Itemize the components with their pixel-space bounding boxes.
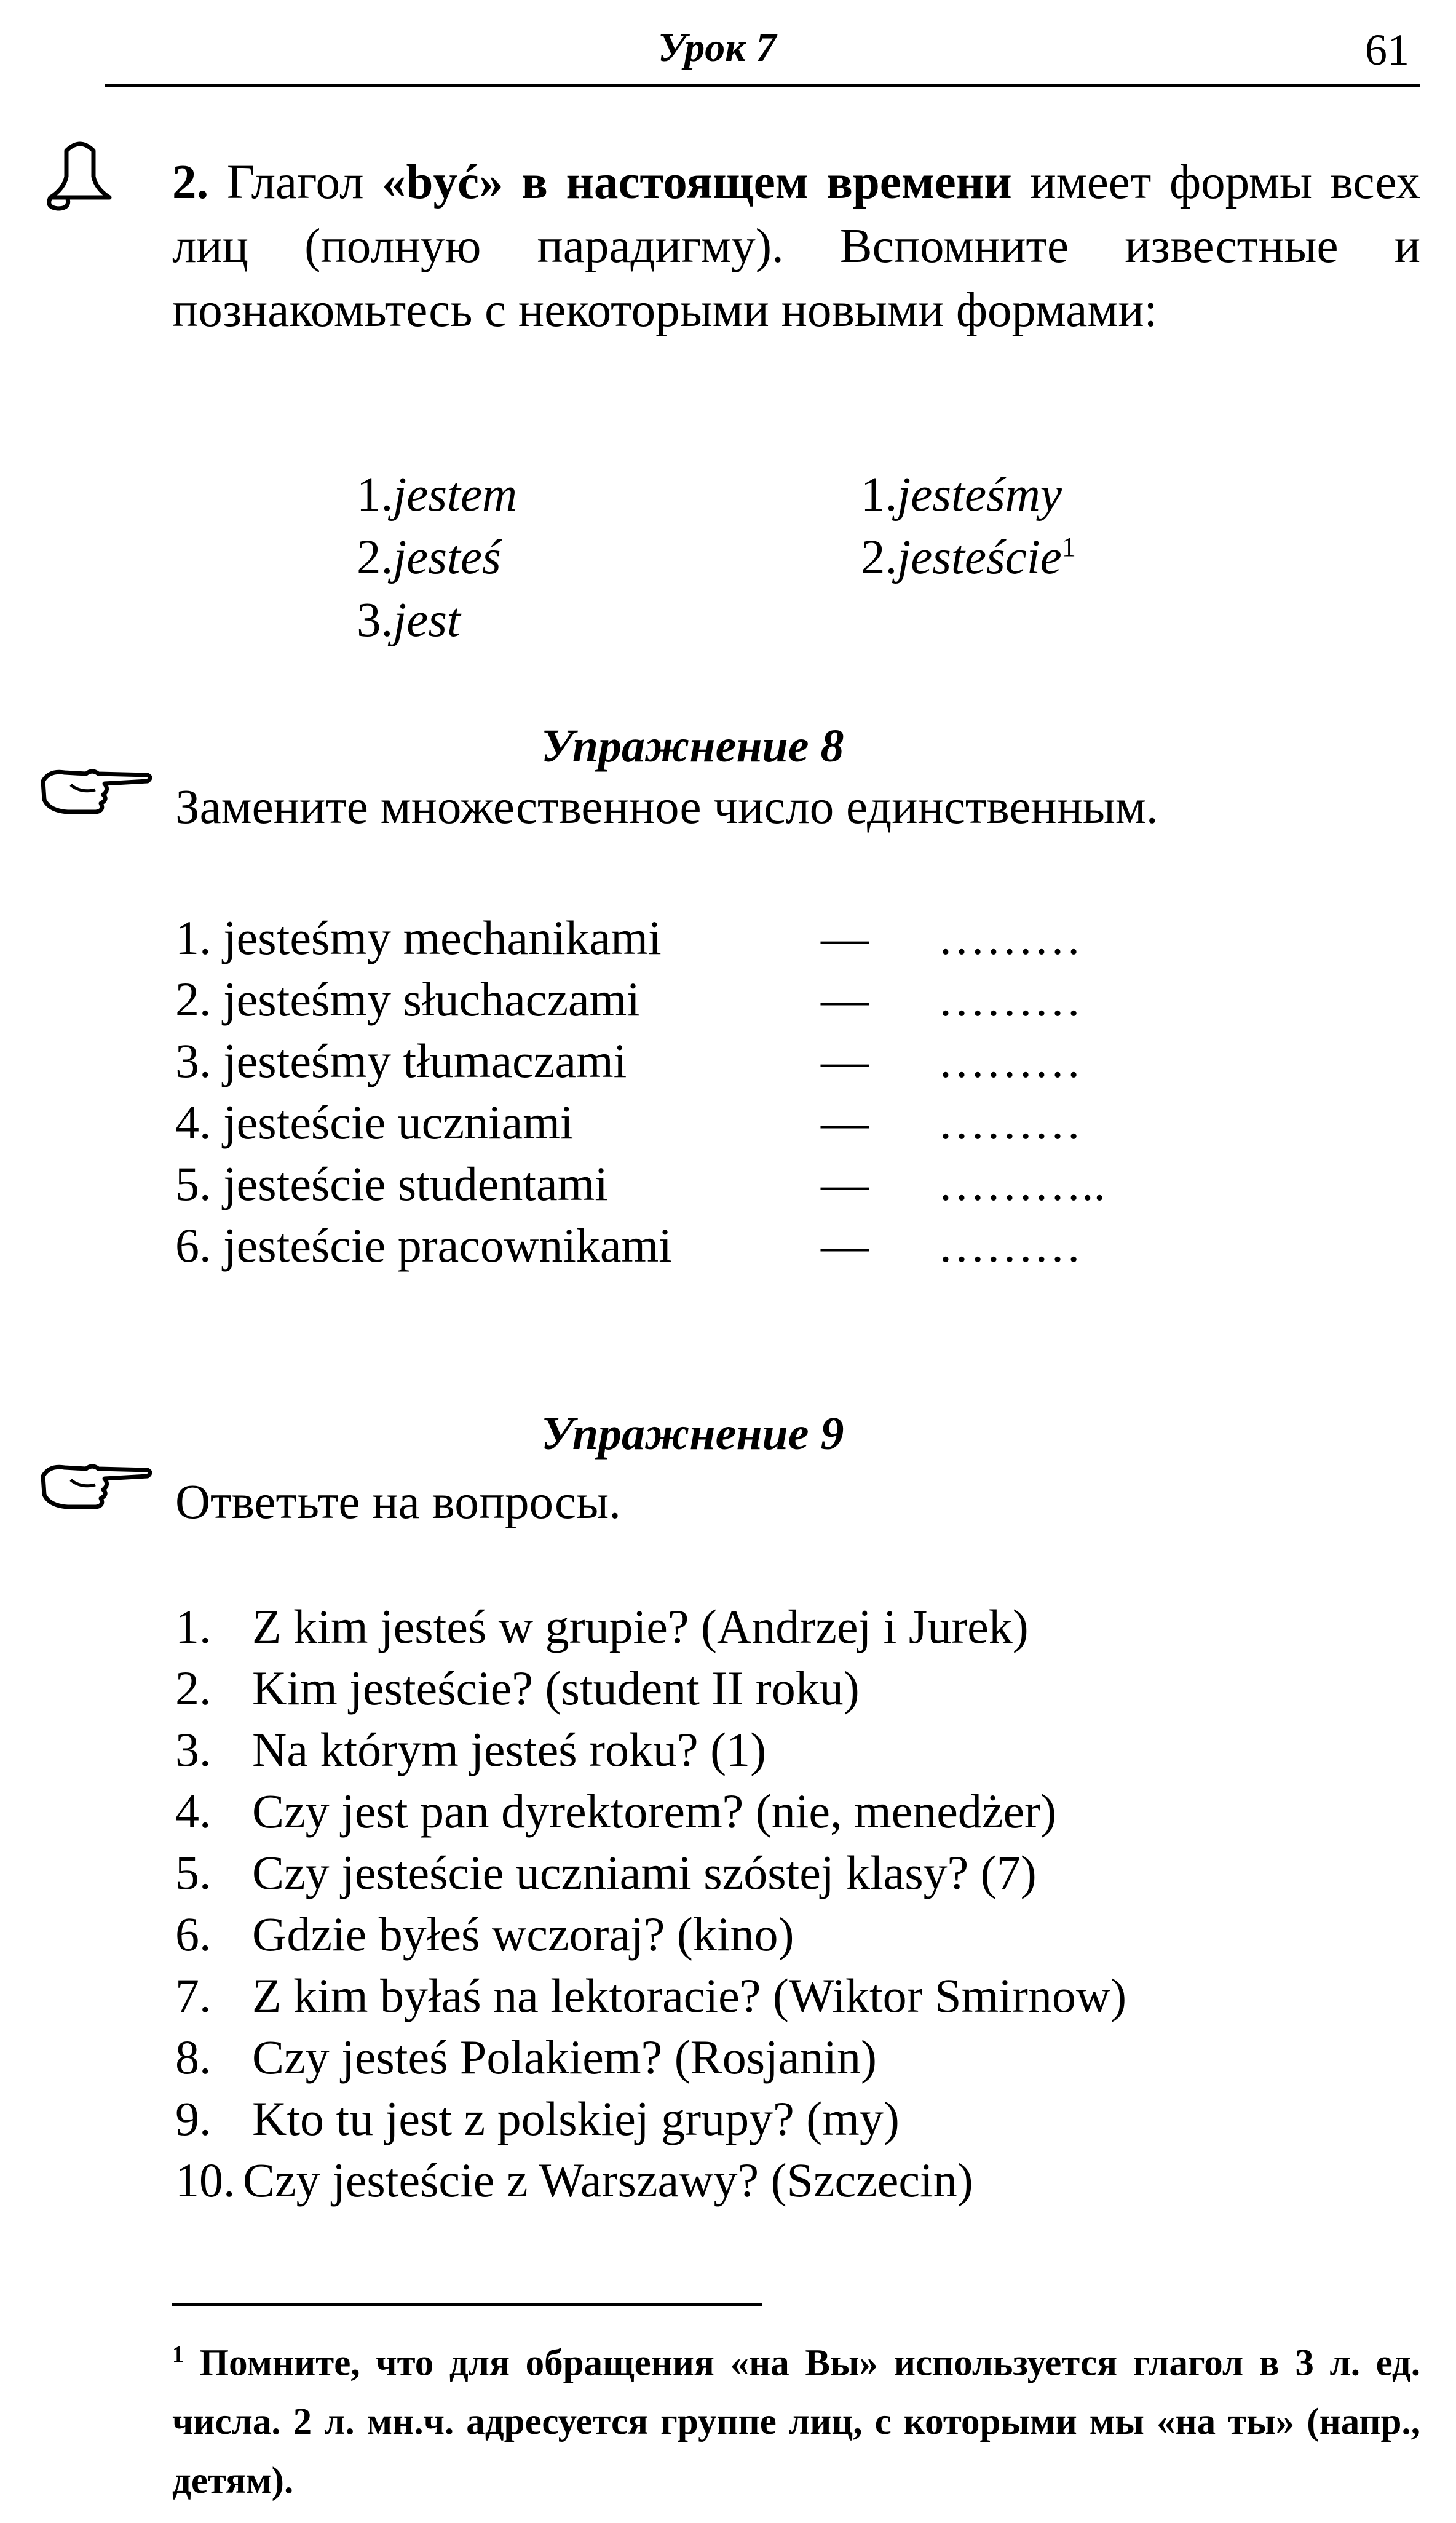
section-2-paragraph	[172, 151, 1420, 343]
exercise-8-list: 1. jesteśmy mechanikami — ……… 2. jesteśmy słuchaczami — ……… 3. jesteśmy tłumaczami — ……… 4. jesteście uczniami — ……… 5. jesteście studentami — ……….. 6. jesteście pracownikami — ………	[175, 911, 1106, 1272]
footnote-number: 1	[172, 2342, 184, 2367]
footnote-text: Помните, что для обращения «на Вы» используется глагол в 3 л. ед. числа. 2 л. мн.ч. адресуется группе лиц, с которыми мы «на ты» (напр., детям).	[172, 2342, 1421, 2502]
running-header-title: Урок 7	[658, 25, 777, 70]
form-singular-3: 3.jest	[357, 594, 461, 647]
pointing-hand-icon	[37, 763, 154, 824]
form-plural-1: 1.jesteśmy	[861, 468, 1062, 522]
footnote	[172, 2325, 1420, 2511]
pointing-hand-icon	[37, 1458, 154, 1519]
section-number: 2.	[172, 156, 209, 209]
section-bold-phrase: «być» в настоящем времени	[382, 156, 1012, 209]
section-text: имеет формы всех лиц (полную парадигму). Вспомните известные и познакомьтесь с некоторыми новыми формами:	[172, 156, 1421, 337]
footnote-marker: 1	[1061, 531, 1076, 563]
exercise-9-title: Упражнение 9	[541, 1408, 844, 1460]
form-plural-2: 2.jesteście$^1$	[861, 531, 1076, 584]
section-intro: Глагол	[226, 156, 364, 209]
exercise-9-instruction: Ответьте на вопросы.	[175, 1476, 621, 1529]
footnote-rule	[172, 2303, 762, 2306]
header-rule	[105, 84, 1420, 87]
page-number: 61	[1365, 25, 1409, 74]
exercise-8-title: Упражнение 8	[541, 720, 844, 772]
exercise-9-list: 1. Z kim jesteś w grupie? (Andrzej i Jurek) 2. Kim jesteście? (student II roku) 3. Na którym jesteś roku? (1) 4. Czy jest pan dyrektorem? (nie, menedżer) 5. Czy jesteście uczniami szóstej klasy? (7) 6. Gdzie byłeś wczoraj? (kino) 7. Z kim byłaś na lektoracie? (Wiktor Smirnow) 8. Czy jesteś Polakiem? (Rosjanin) 9. Kto tu jest z polskiej grupy? (my) 10. Czy jesteście z Warszawy? (Szczecin)	[175, 1600, 1127, 2207]
exercise-8-instruction: Замените множественное число единственным.	[175, 781, 1158, 834]
bell-icon	[43, 138, 117, 215]
form-singular-1: 1.jestem	[357, 468, 518, 522]
form-singular-2: 2.jesteś	[357, 531, 501, 584]
